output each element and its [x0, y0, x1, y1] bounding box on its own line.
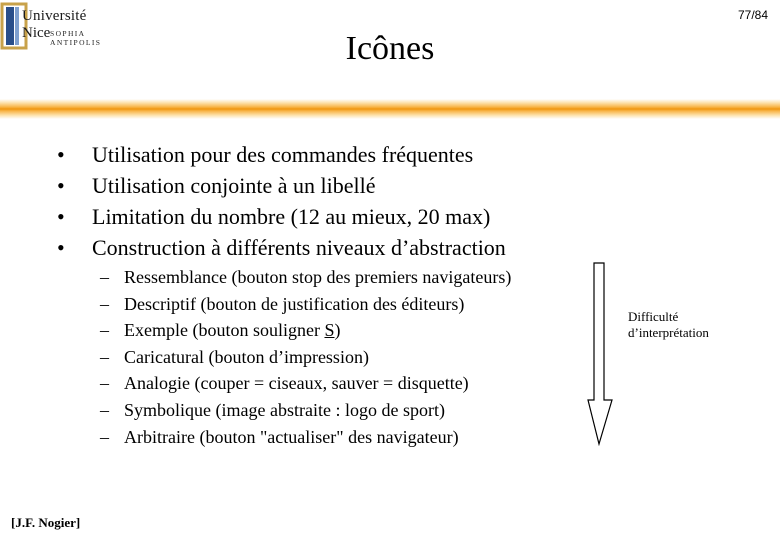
dash-marker: – [100, 346, 109, 367]
bullet-text: Limitation du nombre (12 au mieux, 20 max) [92, 204, 491, 229]
subitem-text: Ressemblance (bouton stop des premiers navigateurs) [124, 267, 512, 287]
logo-text-universite: Université [22, 8, 87, 24]
dash-marker: – [100, 320, 109, 341]
slide-title: Icônes [345, 30, 435, 67]
underlined-s: S [324, 320, 335, 341]
subitem-text: Symbolique (image abstraite : logo de sport) [124, 399, 445, 420]
subitem [100, 319, 511, 346]
bullet-text: Utilisation pour des commandes fréquentes [92, 142, 474, 167]
subitem [100, 399, 511, 426]
dash-marker: – [100, 293, 109, 314]
subitem [100, 426, 511, 453]
dash-marker: – [100, 399, 109, 420]
logo-text-nice: Nice [22, 25, 51, 41]
bullet-marker: • [57, 142, 65, 167]
dash-marker: – [100, 373, 109, 394]
subitem-text-after: ) [334, 320, 341, 341]
bullet-item [57, 204, 506, 235]
difficulty-label [628, 309, 709, 341]
logo-text-sophia: SOPHIA ANTIPOLIS [50, 29, 102, 47]
down-arrow-icon [586, 262, 614, 446]
subitem-text [124, 320, 340, 340]
page-number: 77/84 [737, 8, 768, 22]
subitem [100, 346, 511, 373]
bullet-text: Construction à différents niveaux d’abstraction [92, 235, 506, 260]
bullet-marker: • [57, 173, 65, 198]
subitem [100, 293, 511, 320]
author-citation: [J.F. Nogier] [11, 515, 81, 530]
bullet-text: Utilisation conjointe à un libellé [92, 173, 376, 198]
subitem-text-before: Exemple (bouton souligner [124, 320, 325, 341]
subitem-text: Descriptif (bouton de justification des éditeurs) [124, 293, 465, 314]
subitem [100, 372, 511, 399]
abstraction-level-list [100, 266, 511, 452]
bullet-item [57, 173, 506, 204]
subitem-text: Caricatural (bouton d’impression) [124, 346, 369, 367]
bullet-marker: • [57, 204, 65, 229]
title-divider-bar [0, 99, 780, 119]
subitem [100, 266, 511, 293]
main-bullet-list [57, 142, 506, 266]
subitem-text: Analogie (couper = ciseaux, sauver = disquette) [124, 373, 469, 394]
bullet-marker: • [57, 235, 65, 260]
difficulty-label-line1: Difficulté [628, 309, 679, 324]
bullet-item [57, 142, 506, 173]
bullet-item [57, 235, 506, 266]
subitem-text: Arbitraire (bouton "actualiser" des navigateur) [124, 426, 459, 447]
difficulty-label-line2: d’interprétation [628, 325, 709, 340]
dash-marker: – [100, 426, 109, 447]
dash-marker: – [100, 267, 109, 287]
